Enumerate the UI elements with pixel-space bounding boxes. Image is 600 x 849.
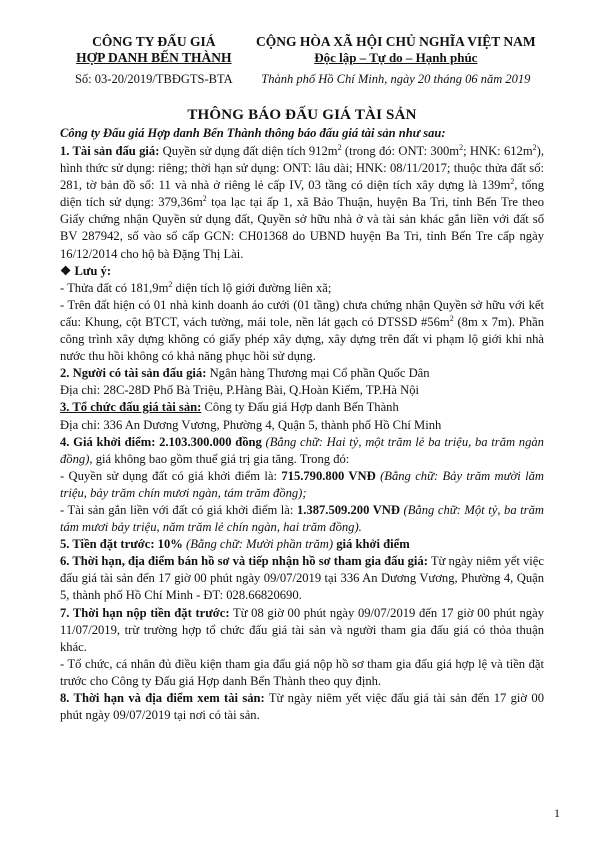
section-7 [60,605,544,656]
section-2-value: Ngân hàng Thương mại Cổ phần Quốc Dân [206,366,430,381]
company-name-line1: CÔNG TY ĐẤU GIÁ [92,34,216,49]
superscript: 2 [510,177,515,186]
asset-price: 1.387.509.200 VNĐ [296,502,400,517]
national-title: CỘNG HÒA XÃ HỘI CHỦ NGHĨA VIỆT NAM [256,34,536,49]
document-title: THÔNG BÁO ĐẤU GIÁ TÀI SẢN [187,107,417,123]
superscript: 2 [202,194,207,204]
deposit-words: (Bằng chữ: Mười phần trăm) [182,537,334,552]
national-block [248,34,544,87]
note-text: (8m x 7m). Phần công trình xây dựng không có giấy phép xây dựng, xây dựng trên đất vi phạm lộ giới khi nhà nước thu hồi không có khả năng phục hồi sử dụng. [60,314,544,364]
superscript: 2 [168,279,173,289]
section-3-value: Công ty Đấu giá Hợp danh Bến Thành [201,400,399,415]
section-3 [60,399,544,416]
place-date: Thành phố Hồ Chí Minh, ngày 20 tháng 06 năm 2019 [261,72,531,86]
section-3-label: 3. Tổ chức đấu giá tài sản: [60,400,202,415]
section-1-text: tọa lạc tại ấp 1, xã Bảo Thuận, huyện Ba Tri, tỉnh Bến Tre theo Giấy chứng nhận Quyền sử dụng đất, Quyền sở hữu nhà ở và tài sản khác gắn liền với đất số BV 287942, số vào sổ cấp GCN: CH01368 do UBND huyện Ba Tri, tỉnh Bến Tre cấp ngày 16/12/2014 cho hộ bà Đặng Thị Lài. [60,195,544,261]
section-2-label: 2. Người có tài sản đấu giá: [60,366,207,381]
issuer-block [60,34,248,87]
superscript: 2 [532,142,537,152]
note-text: - Thửa đất có 181,9m [60,280,169,295]
section-5-label: 5. Tiền đặt trước: 10% [60,537,183,552]
item-text: - Quyền sử dụng đất có giá khởi điểm là: [60,468,282,483]
section-7-value: Từ 08 giờ 00 phút ngày 09/07/2019 đến 17 giờ 00 phút ngày 11/07/2019, trừ trường hợp tổ chức đấu giá tài sản và người tham gia đấu giá có thỏa thuận khác. [60,605,544,654]
item-text: - Tài sản gắn liền với đất có giá khởi điểm là: [60,502,297,517]
note-label [60,263,544,280]
section-1-text: , tổng diện tích sử dụng: 379,36m [60,178,544,210]
section-7-label: 7. Thời hạn nộp tiền đặt trước: [60,605,230,620]
note-item-2 [60,297,544,365]
section-6-label: 6. Thời hạn, địa điểm bán hồ sơ và tiếp nhận hồ sơ tham gia đấu giá: [60,554,428,569]
asset-price-words: (Bằng chữ: Một tỷ, ba trăm tám mươi bảy triệu, năm trăm lẻ chín ngàn, hai trăm đồng). [60,502,544,535]
note-item-1 [60,280,544,297]
intro-line: Công ty Đấu giá Hợp danh Bến Thành thông báo đấu giá tài sản như sau: [60,126,446,140]
section-6-value: Từ ngày niêm yết việc đấu giá tài sản đến 17 giờ 00 phút ngày 09/07/2019 tại 336 An Dương Vương, Phường 4, Quận 5, thành phố Hồ Chí Minh - ĐT: 028.66820690. [60,554,544,603]
section-6 [60,553,544,604]
section-4-item-2 [60,502,544,536]
section-8-label: 8. Thời hạn và địa điểm xem tài sản: [60,691,265,705]
section-4-tail: , giá không bao gồm thuế giá trị gia tăng. Trong đó: [89,451,350,466]
section-2 [60,365,544,382]
section-5-tail: giá khởi điểm [333,537,410,552]
section-5 [60,536,544,553]
document-body [60,143,544,724]
section-7-extra: - Tổ chức, cá nhân đủ điều kiện tham gia đấu giá nộp hồ sơ tham gia đấu giá hợp lệ và tiền đặt trước cho Công ty Đấu giá Hợp danh Bến Thành theo quy định. [60,656,544,688]
section-2-address: Địa chỉ: 28C-28D Phố Bà Triệu, P.Hàng Bài, Q.Hoàn Kiếm, TP.Hà Nội [60,383,420,398]
section-1-text: Quyền sử dụng đất diện tích 912m [159,144,338,158]
section-1-text: (trong đó: ONT: 300m [341,144,460,158]
section-1 [60,143,544,263]
note-text: diện tích lộ giới đường liên xã; [172,280,332,295]
starting-price-words: (Bằng chữ: Hai tỷ, một trăm lẻ ba triệu, ba trăm ngàn đồng) [60,434,544,466]
company-name-line2: HỢP DANH BẾN THÀNH [76,50,232,65]
superscript: 2 [337,142,342,152]
section-4-item-1 [60,468,544,502]
section-4-label: 4. Giá khởi điểm: [60,434,156,449]
document-header [60,34,544,87]
section-8-value: Từ ngày niêm yết việc đấu giá tài sản đến 17 giờ 00 phút ngày 09/07/2019 tại nơi có tài sản. [60,691,545,723]
national-motto: Độc lập – Tự do – Hạnh phúc [314,50,478,65]
starting-price: 2.103.300.000 đồng [155,434,262,449]
superscript: 2 [459,142,464,152]
land-price-words: (Bằng chữ: Bảy trăm mười lăm triệu, bảy trăm chín mươi ngàn, tám trăm đồng); [60,468,544,500]
superscript: 2 [449,313,454,323]
land-price: 715.790.800 VNĐ [281,468,376,483]
page-number: 1 [554,806,560,820]
document-number: Số: 03-20/2019/TBĐGTS-BTA [74,72,233,86]
section-1-text: ; HNK: 612m [463,144,533,158]
section-8 [60,690,544,724]
section-3-address: Địa chỉ: 336 An Dương Vương, Phường 4, Quận 5, thành phố Hồ Chí Minh [60,417,442,432]
section-4 [60,434,544,468]
section-1-text: ), hình thức sử dụng: riêng; thời hạn sử dụng: ONT: lâu dài; HNK: 08/11/2017; thuộc thửa đất số: 281, tờ bản đồ số: 11 và nhà ở riêng lẻ cấp IV, 03 tầng có diện tích xây dựng là 139m [60,144,544,193]
note-text: - Trên đất hiện có 01 nhà kinh doanh áo cưới (01 tầng) chưa chứng nhận Quyền sở hữu với kết cấu: Khung, cột BTCT, vách tường, mái tole, nền lát gạch có DTSSD #56m [60,297,544,329]
section-1-label: 1. Tài sản đấu giá: [60,144,160,158]
note-label-text: ❖ Lưu ý: [60,263,112,278]
